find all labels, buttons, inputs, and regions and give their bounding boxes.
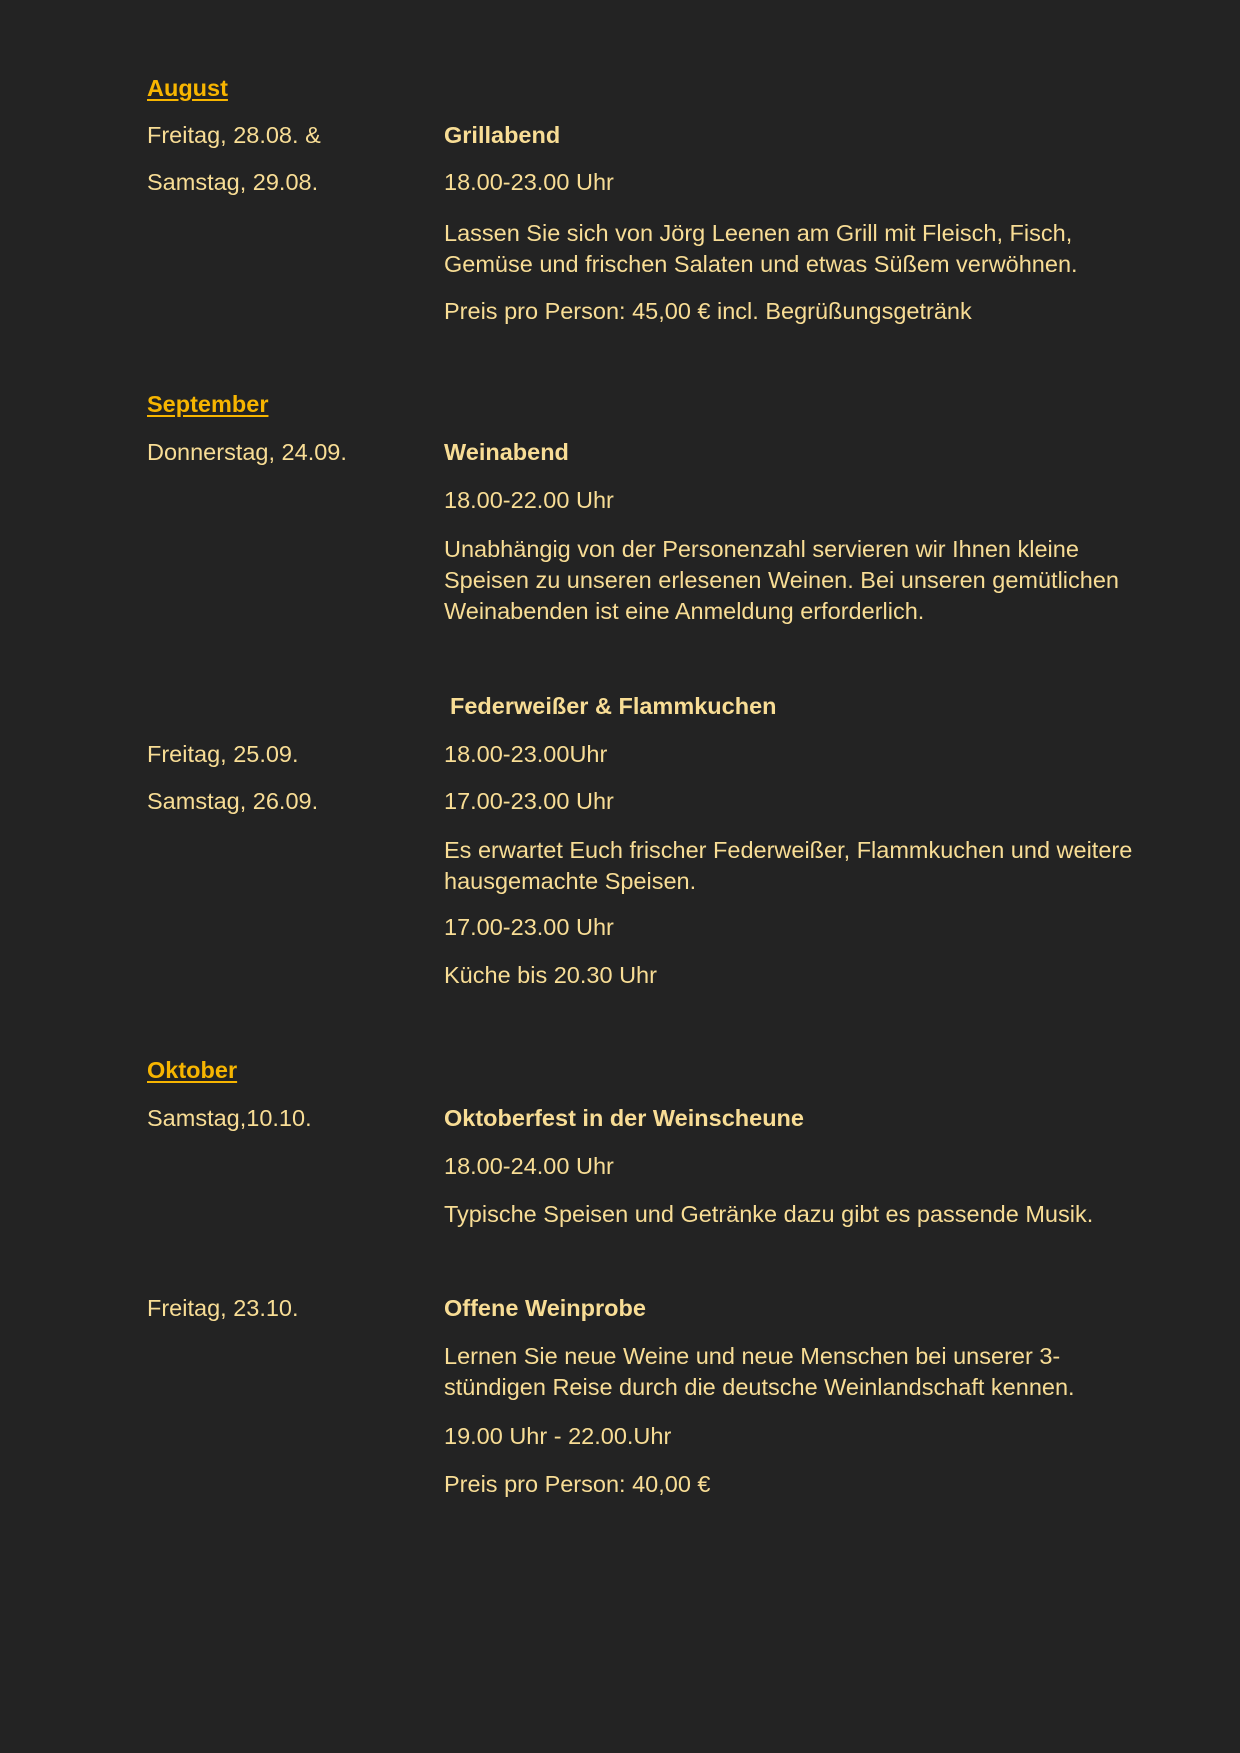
event-description: Typische Speisen und Getränke dazu gibt es passende Musik. [444,1201,1094,1227]
event-date: Samstag, 26.09. [147,788,319,814]
event-time: 17.00-23.00 Uhr [444,788,614,814]
event-time: 18.00-23.00Uhr [444,741,608,767]
event-title: Offene Weinprobe [444,1295,646,1321]
event-extra: Küche bis 20.30 Uhr [444,962,657,988]
event-description: Es erwartet Euch frischer Federweißer, Flammkuchen und weitere hausgemachte Speisen. [444,837,1133,894]
event-date: Freitag, 25.09. [147,741,299,767]
event-date: Freitag, 28.08. & [147,122,321,148]
event-title: Weinabend [444,439,569,465]
month-heading-august: August [147,75,228,101]
month-heading-september: September [147,391,269,417]
event-time: 19.00 Uhr - 22.00.Uhr [444,1423,672,1449]
event-description: Lassen Sie sich von Jörg Leenen am Grill mit Fleisch, Fisch, Gemüse und frischen Salaten und etwas Süßem verwöhnen. [444,220,1078,277]
month-heading-oktober: Oktober [147,1057,238,1083]
event-date: Donnerstag, 24.09. [147,439,347,465]
event-date: Freitag, 23.10. [147,1295,299,1321]
event-price: Preis pro Person: 45,00 € incl. Begrüßungsgetränk [444,298,972,324]
event-time: 18.00-23.00 Uhr [444,169,614,195]
event-extra: 17.00-23.00 Uhr [444,914,614,940]
event-price: Preis pro Person: 40,00 € [444,1471,711,1497]
event-description: Lernen Sie neue Weine und neue Menschen bei unserer 3-stündigen Reise durch die deutsche Weinlandschaft kennen. [444,1343,1075,1400]
event-time: 18.00-24.00 Uhr [444,1153,614,1179]
event-title: Federweißer & Flammkuchen [450,693,777,719]
event-description: Unabhängig von der Personenzahl servieren wir Ihnen kleine Speisen zu unseren erlesenen Weinen. Bei unseren gemütlichen Weinabenden ist eine Anmeldung erforderlich. [444,536,1119,624]
event-date: Samstag, 29.08. [147,169,319,195]
event-title: Oktoberfest in der Weinscheune [444,1105,804,1131]
event-title: Grillabend [444,122,561,148]
event-time: 18.00-22.00 Uhr [444,487,614,513]
event-date: Samstag,10.10. [147,1105,312,1131]
